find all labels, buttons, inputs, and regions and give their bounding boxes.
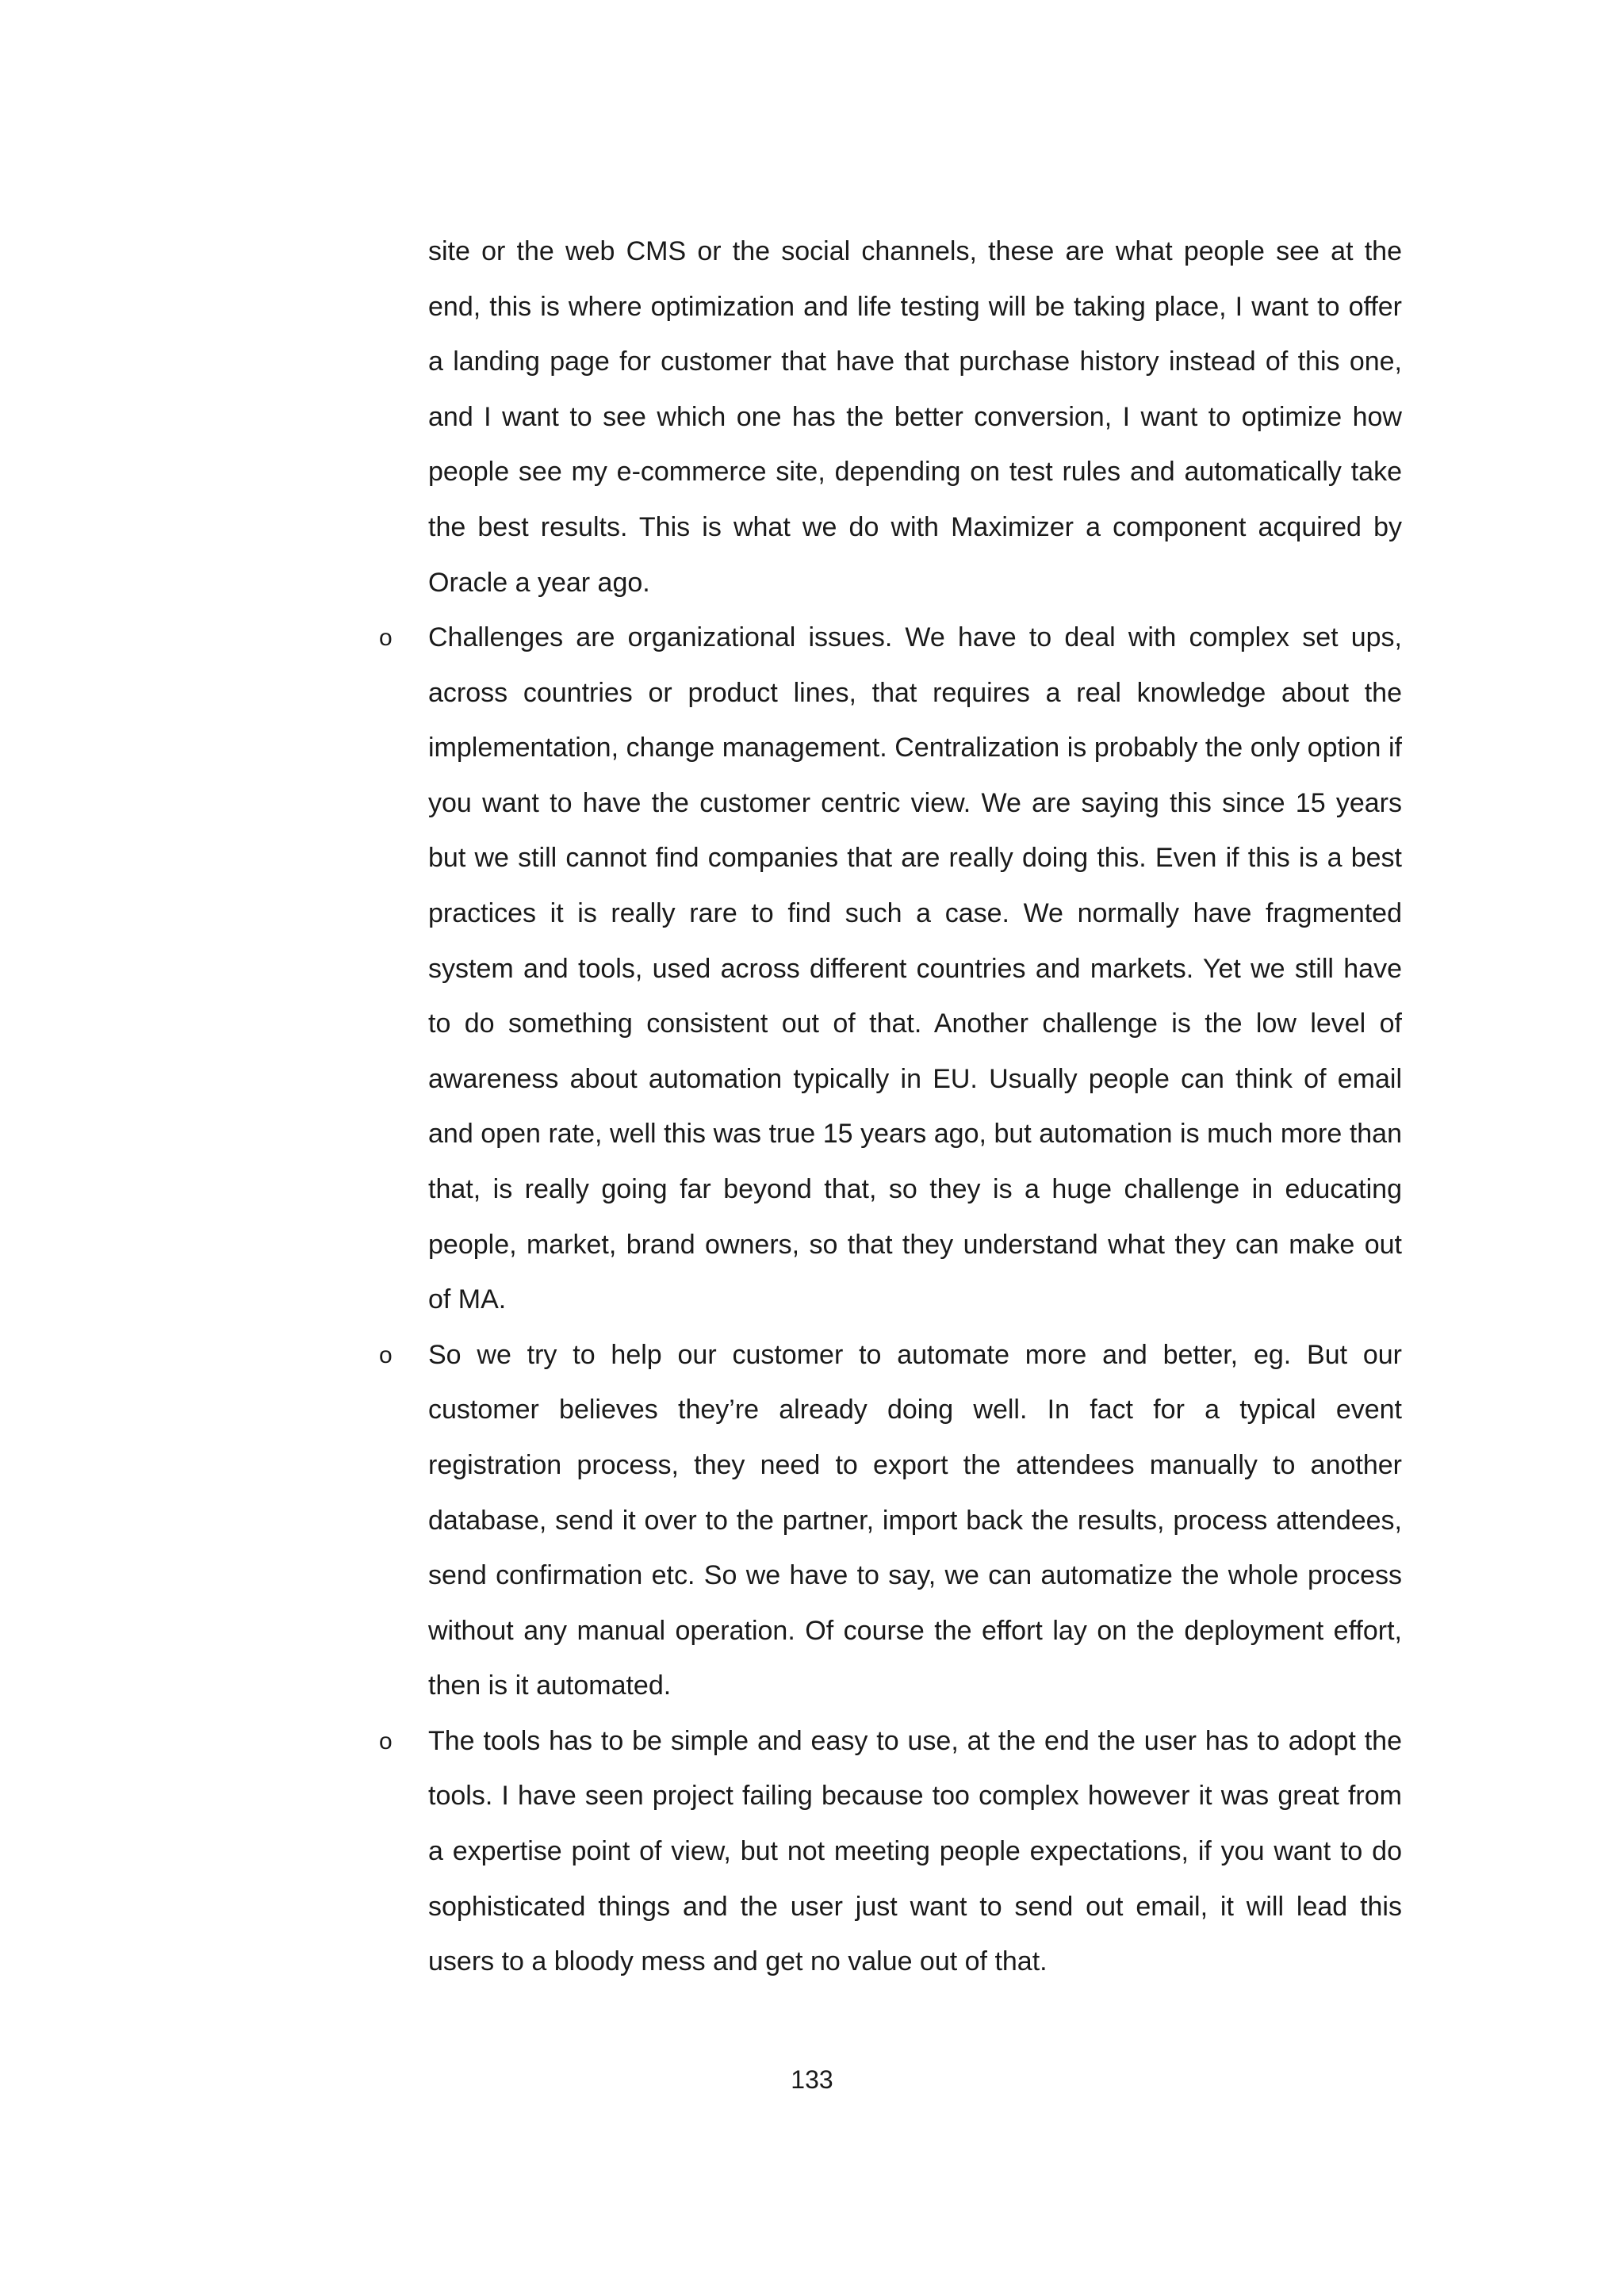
continuation-paragraph: site or the web CMS or the social channels, these are what people see at the end, this is where optimization and life testing will be taking place, I want to offer a landing page for customer that have that purchase history instead of this one, and I want to see which one has the better conversion, I want to optimize how people see my e-commerce site, depending on test rules and automatically take the best results. This is what we do with Maximizer a component acquired by Oracle a year ago. <box>428 236 1402 598</box>
bullet-list <box>379 610 1402 1990</box>
list-item-text: The tools has to be simple and easy to use, at the end the user has to adopt the tools. I have seen project failing because too complex however it was great from a expertise point of view, but not meeting people expectations, if you want to do sophisticated things and the user just want to send out email, it will lead this users to a bloody mess and get no value out of that. <box>428 1725 1402 1977</box>
bullet-marker: o <box>379 1728 393 1755</box>
list-item <box>379 610 1402 1328</box>
list-item-text: So we try to help our customer to automate more and better, eg. But our customer believes they’re already doing well. In fact for a typical event registration process, they need to export the attendees manually to another database, send it over to the partner, import back the results, process attendees, send confirmation etc. So we have to say, we can automatize the whole process without any manual operation. Of course the effort lay on the deployment effort, then is it automated. <box>428 1339 1402 1701</box>
list-item-text: Challenges are organizational issues. We have to deal with complex set ups, across countries or product lines, that requires a real knowledge about the implementation, change management. Centralization is probably the only option if you want to have the customer centric view. We are saying this since 15 years but we still cannot find companies that are really doing this. Even if this is a best practices it is really rare to find such a case. We normally have fragmented system and tools, used across different countries and markets. Yet we still have to do something consistent out of that. Another challenge is the low level of awareness about automation typically in EU. Usually people can think of email and open rate, well this was true 15 years ago, but automation is much more than that, is really going far beyond that, so they is a huge challenge in educating people, market, brand owners, so that they understand what they can make out of MA. <box>428 622 1402 1315</box>
page-number: 133 <box>791 2065 833 2094</box>
bullet-marker: o <box>379 1341 393 1368</box>
bullet-marker: o <box>379 625 393 651</box>
list-item <box>379 1328 1402 1714</box>
list-item <box>379 1714 1402 1990</box>
continuation-paragraph-block <box>428 224 1402 610</box>
